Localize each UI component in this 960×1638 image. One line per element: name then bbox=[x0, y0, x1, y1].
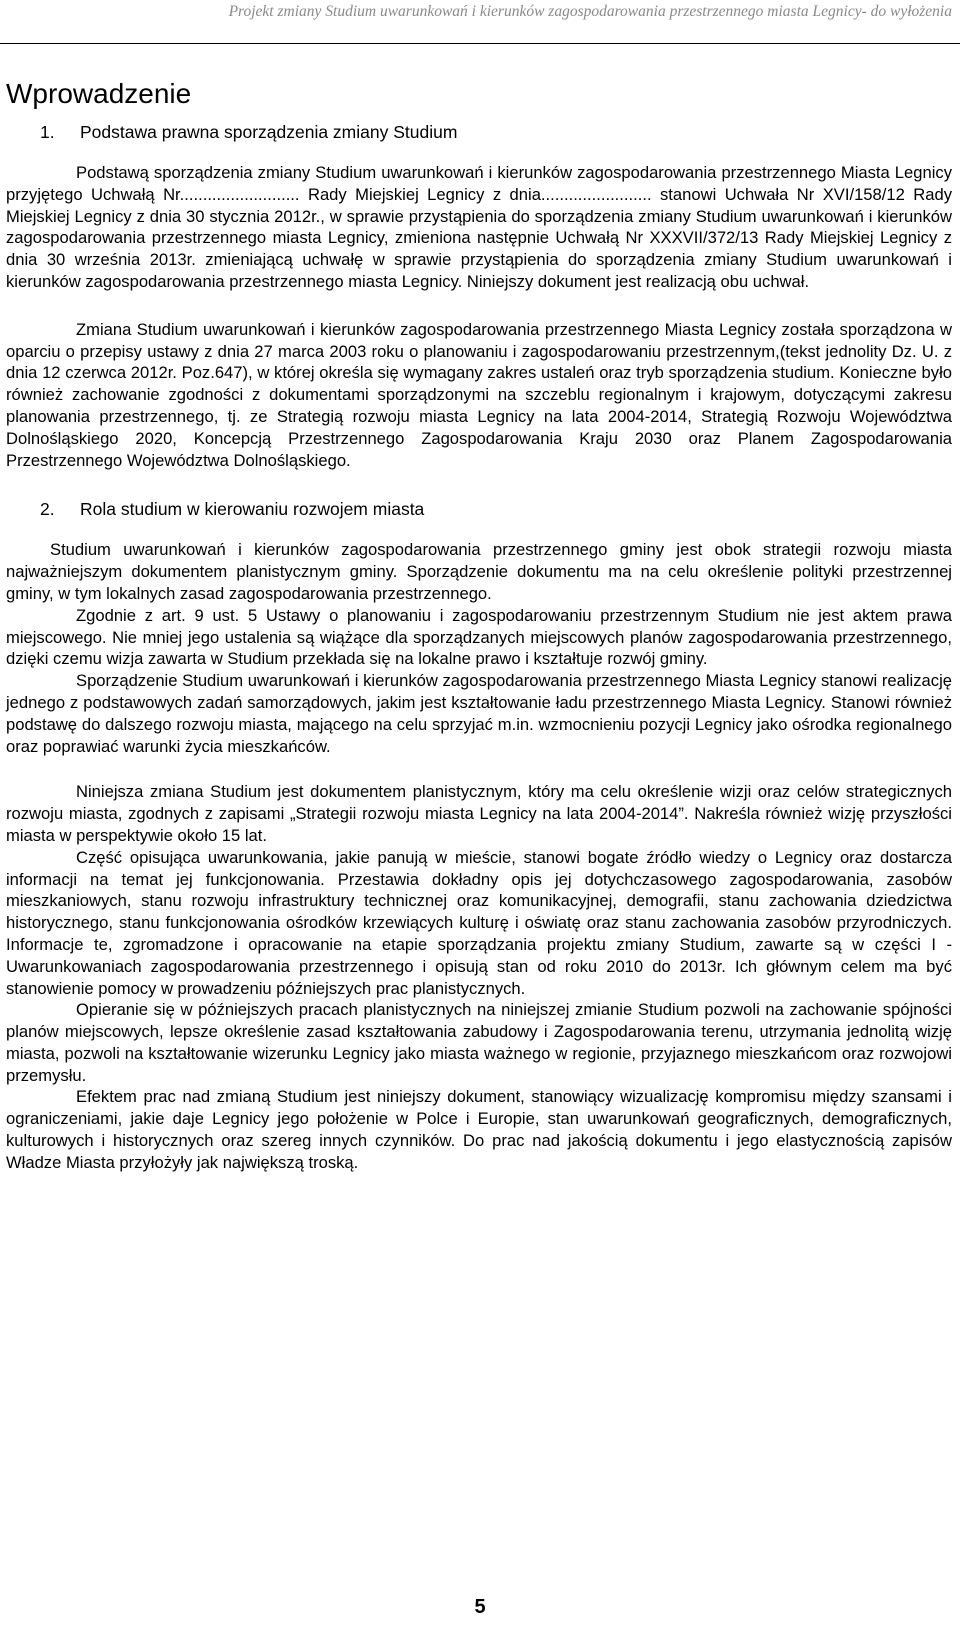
section-1-paragraph-1: Podstawą sporządzenia zmiany Studium uwarunkowań i kierunków zagospodarowania przestrzennego Miasta Legnicy przyjętego Uchwałą Nr.......................... Rady Miejskiej Legnicy z dnia........................ stanowi Uchwała Nr XVI/158/12 Rady Miejskiej Legnicy z dnia 30 stycznia 2012r., w sprawie przystąpienia do sporządzenia zmiany Studium uwarunkowań i kierunków zagospodarowania przestrzennego miasta Legnicy, zmieniona następnie Uchwałą Nr XXXVII/372/13 Rady Miejskiej Legnicy z dnia 30 września 2013r. zmieniającą uchwałę w sprawie przystąpienia do sporządzenia zmiany Studium uwarunkowań i kierunków zagospodarowania przestrzennego miasta Legnicy. Niniejszy dokument jest realizacją obu uchwał. bbox=[6, 163, 952, 291]
section-2-number: 2. bbox=[40, 499, 55, 520]
document-body bbox=[6, 76, 952, 1174]
page-number: 5 bbox=[474, 1596, 486, 1618]
section-1-paragraph-2: Zmiana Studium uwarunkowań i kierunków zagospodarowania przestrzennego Miasta Legnicy została sporządzona w oparciu o przepisy ustawy z dnia 27 marca 2003 roku o planowaniu i zagospodarowaniu przestrzennym,(tekst jednolity Dz. U. z dnia 12 czerwca 2012r. Poz.647), w której określa się wymagany zakres ustaleń oraz tryb sporządzenia studium. Konieczne było również zachowanie zgodności z dokumentami sporządzonymi na szczeblu regionalnym i krajowym, dotyczącymi zakresu planowania przestrzennego, tj. ze Strategią rozwoju miasta Legnicy na lata 2004-2014, Strategią Rozwoju Województwa Dolnośląskiego 2020, Koncepcją Przestrzennego Zagospodarowania Kraju 2030 oraz Planem Zagospodarowania Przestrzennego Województwa Dolnośląskiego. bbox=[6, 319, 952, 470]
running-header-text: Projekt zmiany Studium uwarunkowań i kierunków zagospodarowania przestrzennego miasta Legnicy- do wyłożenia bbox=[228, 3, 952, 20]
running-header bbox=[0, 0, 960, 44]
section-2-paragraph-6: Opieranie się w późniejszych pracach planistycznych na niniejszej zmianie Studium pozwoli na zachowanie spójności planów miejscowych, lepsze określenie zasad kształtowania zabudowy i Zagospodarowania terenu, utrzymania jednolitą wizję miasta, pozwoli na kształtowanie wizerunku Legnicy jako miasta ważnego w regionie, przyjaznego mieszkańcom oraz rozwojowi przemysłu. bbox=[6, 1000, 952, 1085]
section-2-paragraph-7: Efektem prac nad zmianą Studium jest niniejszy dokument, stanowiący wizualizację kompromisu między szansami i ograniczeniami, jakie daje Legnicy jego położenie w Polce i Europie, stan uwarunkowań geograficznych, demograficznych, kulturowych i historycznych oraz szereg innych czynników. Do prac nad jakością dokumentu i jego elastycznością zapisów Władze Miasta przyłożyły jak największą troską. bbox=[6, 1087, 952, 1172]
section-2-paragraph-5: Część opisująca uwarunkowania, jakie panują w mieście, stanowi bogate źródło wiedzy o Legnicy oraz dostarcza informacji na temat jej funkcjonowania. Przestawia dokładny opis jej dotychczasowego zagospodarowania, zasobów mieszkaniowych, stanu rozwoju infrastruktury technicznej oraz komunikacyjnej, demografii, stanu zachowania dziedzictwa historycznego, stanu funkcjonowania ośrodków krzewiących kulturę i oświatę oraz stanu zachowania zasobów przyrodniczych. Informacje te, zgromadzone i opracowanie na etapie sporządzania projektu zmiany Studium, zawarte są w części I - Uwarunkowaniach zagospodarowania przestrzennego i opisują stan od roku 2010 do 2013r. Ich głównym celem ma być stanowienie pomocy w prowadzeniu późniejszych prac planistycznych. bbox=[6, 847, 952, 998]
section-1-title: Podstawa prawna sporządzenia zmiany Studium bbox=[80, 122, 458, 142]
section-1-number: 1. bbox=[40, 122, 55, 142]
section-2-paragraph-4: Niniejsza zmiana Studium jest dokumentem planistycznym, który ma celu określenie wizji oraz celów strategicznych rozwoju miasta, zgodnych z zapisami „Strategii rozwoju miasta Legnicy na lata 2004-2014”. Nakreśla również wizję przyszłości miasta w perspektywie około 15 lat. bbox=[6, 782, 952, 845]
section-2-title: Rola studium w kierowaniu rozwojem miasta bbox=[80, 499, 425, 520]
section-2-paragraph-1: Studium uwarunkowań i kierunków zagospodarowania przestrzennego gminy jest obok strategii rozwoju miasta najważniejszym dokumentem planistycznym gminy. Sporządzenie dokumentu ma na celu określenie polityki przestrzennej gminy, w tym lokalnych zasad zagospodarowania przestrzennego. bbox=[6, 540, 952, 603]
section-2-heading bbox=[6, 497, 952, 521]
section-2-paragraph-3: Sporządzenie Studium uwarunkowań i kierunków zagospodarowania przestrzennego Miasta Legnicy stanowi realizację jednego z podstawowych zadań samorządowych, jakim jest kształtowanie ładu przestrzennego Miasta Legnicy. Stanowi również podstawę do dalszego rozwoju miasta, mającego na celu sprzyjać m.in. wzmocnieniu pozycji Legnicy jako ośrodka regionalnego oraz poprawiać warunki życia mieszkańców. bbox=[6, 671, 952, 756]
section-2-paragraph-2: Zgodnie z art. 9 ust. 5 Ustawy o planowaniu i zagospodarowaniu przestrzennym Studium nie jest aktem prawa miejscowego. Nie mniej jego ustalenia są wiążące dla sporządzanych miejscowych planów zagospodarowania przestrzennego, dzięki czemu wizja zawarta w Studium przekłada się na lokalne prawo i kształtuje rozwój gminy. bbox=[6, 605, 952, 669]
document-title: Wprowadzenie bbox=[6, 78, 192, 109]
section-1-heading bbox=[6, 120, 952, 144]
